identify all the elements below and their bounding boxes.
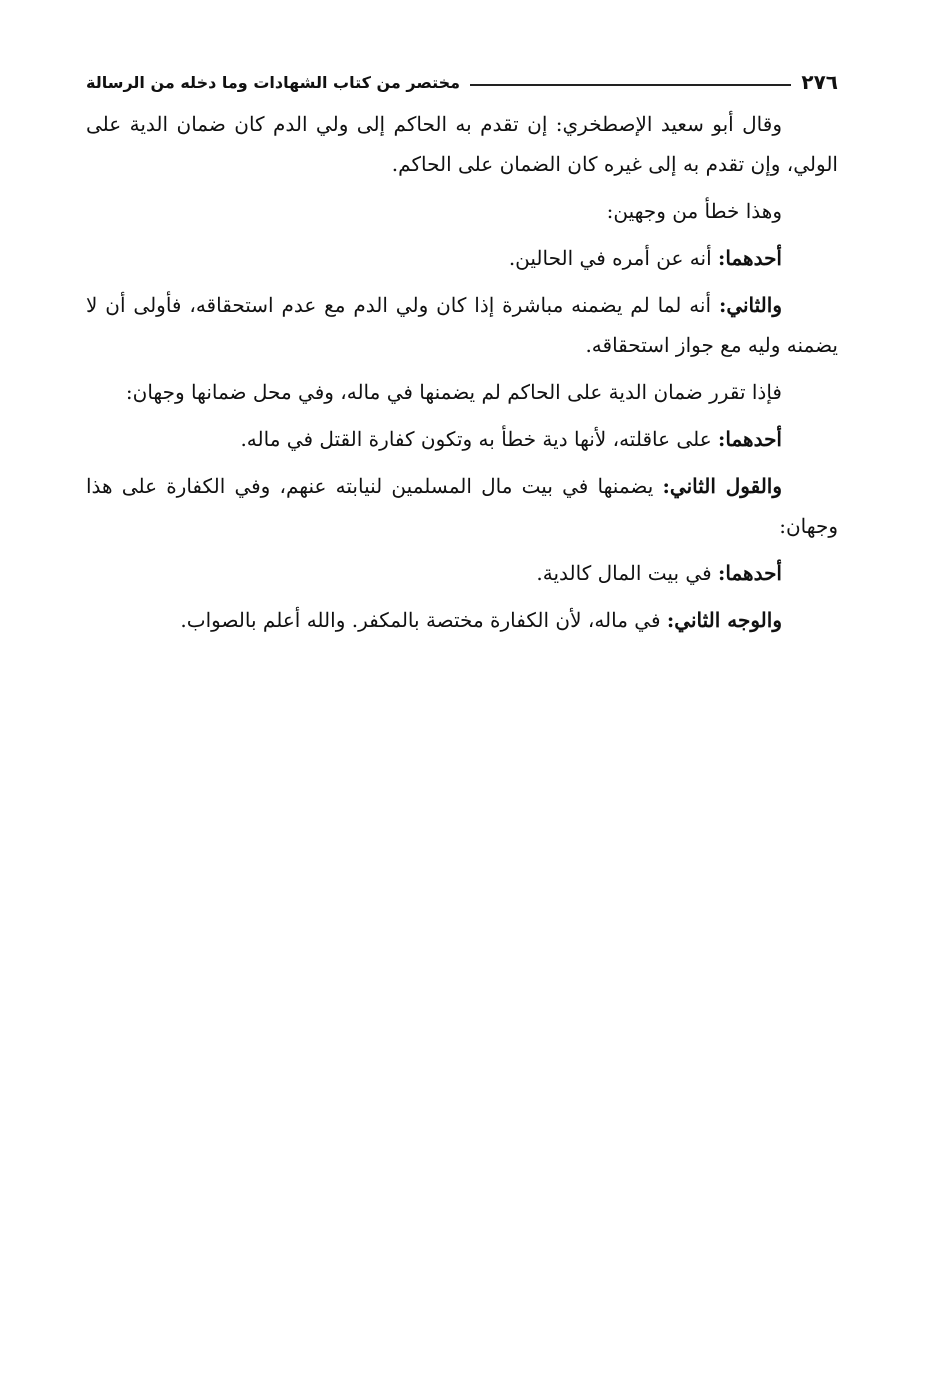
paragraph-first-objection: أحدهما: أنه عن أمره في الحالين. [508, 246, 782, 270]
paragraph-liability-location: فإذا تقرر ضمان الدية على الحاكم لم يضمنها في ماله، وفي محل ضمانها وجهان: [125, 380, 782, 404]
header-rule [470, 84, 791, 86]
paragraph-lead: أحدهما: [717, 427, 782, 451]
running-title: مختصر من كتاب الشهادات وما دخله من الرسالة [86, 72, 461, 92]
paragraph-lead: والقول الثاني: [662, 474, 782, 498]
body-text [86, 104, 838, 640]
paragraph-istakhri-opinion: وقال أبو سعيد الإصطخري: إن تقدم به الحاكم إلى ولي الدم كان ضمان الدية على الولي، وإن تقدم به إلى غيره كان الضمان على الحاكم. [86, 112, 838, 176]
paragraph-lead: والثاني: [718, 293, 782, 317]
paragraph-second-objection: والثاني: أنه لما لم يضمنه مباشرة إذا كان ولي الدم مع عدم استحقاقه، فأولى أن لا يضمنه وليه مع جواز استحقاقه. [86, 293, 838, 357]
paragraph-two-objections: وهذا خطأ من وجهين: [606, 199, 782, 223]
paragraph-first-view: أحدهما: على عاقلته، لأنها دية خطأ به وتكون كفارة القتل في ماله. [240, 427, 782, 451]
page-number: ٢٧٦ [801, 70, 838, 94]
paragraph-lead: أحدهما: [717, 246, 782, 270]
paragraph-lead: أحدهما: [717, 561, 782, 585]
paragraph-second-view: والقول الثاني: يضمنها في بيت مال المسلمين لنيابته عنهم، وفي الكفارة على هذا وجهان: [86, 474, 838, 538]
paragraph-expiation-second: والوجه الثاني: في ماله، لأن الكفارة مختصة بالمكفر. والله أعلم بالصواب. [180, 608, 782, 632]
paragraph-lead: والوجه الثاني: [666, 608, 782, 632]
paragraph-expiation-first: أحدهما: في بيت المال كالدية. [536, 561, 782, 585]
page-header [86, 62, 838, 102]
document-page [86, 62, 838, 647]
